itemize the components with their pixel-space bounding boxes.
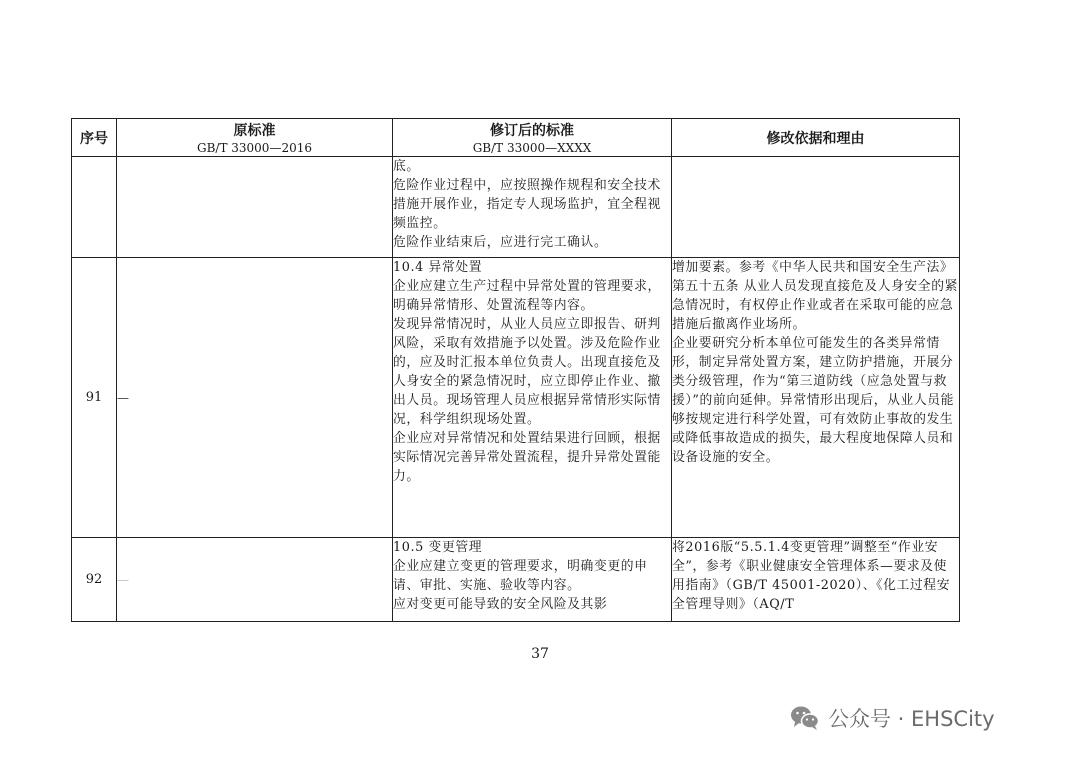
page-number: 37 <box>531 646 549 662</box>
revised-text: 企业应建立变更的管理要求，明确变更的申请、审批、实施、验收等内容。 <box>393 559 648 593</box>
revised-cell <box>393 538 672 622</box>
original-cell: — <box>117 538 393 622</box>
watermark <box>790 698 995 738</box>
reason-text: 将2016版“5.5.1.4变更管理”调整至“作业安全”，参考《职业健康安全管理体系—要求及使用指南》（GB/T 45001-2020）、《化工过程安全管理导则》（AQ/T <box>672 540 951 612</box>
revised-text: 危险作业结束后，应进行完工确认。 <box>393 235 608 250</box>
reason-text: 增加要素。参考《中华人民共和国安全生产法》第五十五条 从业人员发现直接危及人身安全的紧急情况时，有权停止作业或者在采取可能的应急措施后撤离作业场所。 <box>672 260 959 332</box>
original-cell: — <box>117 258 393 538</box>
watermark-text: 公众号 · EHSCity <box>828 707 995 731</box>
header-revised <box>393 119 672 157</box>
seq-cell: 91 <box>72 258 117 538</box>
reason-cell <box>672 258 960 538</box>
revised-text: 企业应对异常情况和处置结果进行回顾，根据实际情况完善异常处置流程，提升异常处置能力。 <box>393 431 661 484</box>
reason-cell <box>672 538 960 622</box>
revised-cell <box>393 258 672 538</box>
revision-comparison-table <box>71 118 960 622</box>
reason-text: 企业要研究分析本单位可能发生的各类异常情形，制定异常处置方案，建立防护措施，开展分类分级管理，作为“第三道防线（应急处置与救援）”的前向延伸。异常情形出现后，从业人员能够按规定进行科学处置，可有效防止事故的发生或降低事故造成的损失，最大程度地保障人员和设备设施的安全。 <box>672 336 955 465</box>
revised-text: 发现异常情况时，从业人员应立即报告、研判风险，采取有效措施予以处置。涉及危险作业的，应及时汇报本单位负责人。出现直接危及人身安全的紧急情况时，应立即停止作业、撤出人员。现场管理人员应根据异常情形实际情况，科学组织现场处置。 <box>393 317 661 427</box>
header-seq: 序号 <box>72 119 117 157</box>
table-row <box>72 157 960 258</box>
header-original-title: 原标准 <box>233 123 276 139</box>
header-revised-code: GB/T 33000—XXXX <box>472 141 592 155</box>
reason-cell <box>672 157 960 258</box>
revised-text: 危险作业过程中，应按照操作规程和安全技术措施开展作业，指定专人现场监护，宜全程视频监控。 <box>393 178 661 231</box>
header-reason: 修改依据和理由 <box>672 119 960 157</box>
header-revised-title: 修订后的标准 <box>490 123 574 139</box>
revised-cell <box>393 157 672 258</box>
seq-cell: 92 <box>72 538 117 622</box>
header-original <box>117 119 393 157</box>
section-heading: 10.4 异常处置 <box>393 260 483 275</box>
revised-text: 企业应建立生产过程中异常处置的管理要求，明确异常情形、处置流程等内容。 <box>393 279 661 313</box>
table-header-row <box>72 119 960 157</box>
header-original-code: GB/T 33000—2016 <box>197 141 312 155</box>
revised-text: 底。 <box>393 159 420 174</box>
section-heading: 10.5 变更管理 <box>393 540 483 555</box>
original-cell <box>117 157 393 258</box>
revised-text: 应对变更可能导致的安全风险及其影 <box>393 597 608 612</box>
seq-cell <box>72 157 117 258</box>
table-row <box>72 538 960 622</box>
table-row <box>72 258 960 538</box>
wechat-icon <box>790 705 820 731</box>
